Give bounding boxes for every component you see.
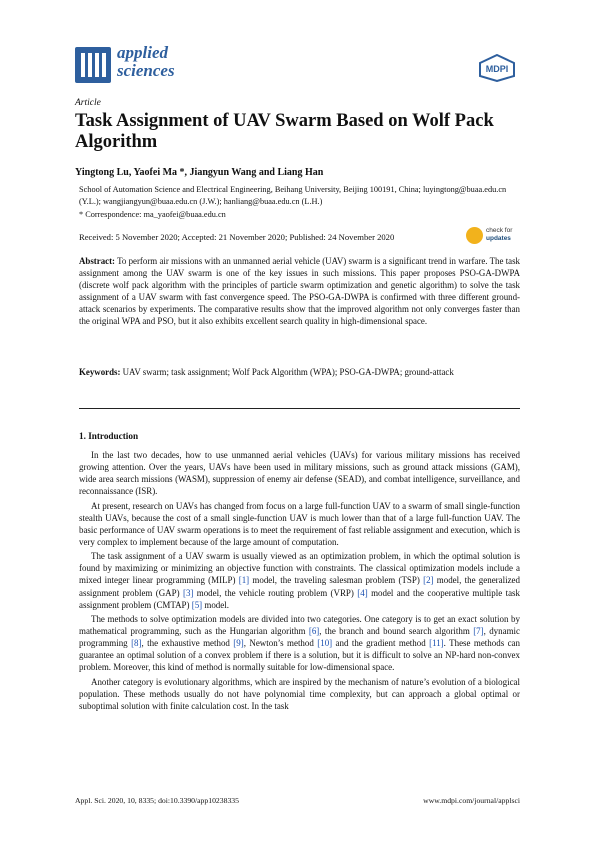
keywords <box>79 366 520 378</box>
article-type: Article <box>75 98 101 108</box>
correspondence: * Correspondence: ma_yaofei@buaa.edu.cn <box>79 209 226 219</box>
citation-link[interactable]: [1] <box>238 575 250 586</box>
paragraph-3: The task assignment of a UAV swarm is usually viewed as an optimization problem, in which the optimal solution is found by maximizing or minimizing an objective function with constraints. The classical optimization models include a mixed integer linear programming (MILP) [1] model, the traveling salesman problem (TSP) [2] model, the generalized assignment problem (GAP) [3] model, the vehicle routing problem (VRP) [4] model and the cooperative multiple task assignment problem (CMTAP) [5] model. <box>79 551 520 610</box>
citation-link[interactable]: [5] <box>191 599 203 610</box>
citation-link[interactable]: [8] <box>131 638 142 649</box>
journal-name-line1: applied <box>117 43 168 62</box>
paragraph-4: The methods to solve optimization models are divided into two categories. One category is to get an exact solution by mathematical programming, such as the Hungarian algorithm [6], the branch and bound search algorithm [7], dynamic programming [8], the exhaustive method [9], Newton’s method [10] and the gradient method [11]. These methods can guarantee an optimal solution of a convex problem if there is a solution, but it is difficult to solve an NP-hard non-convex problem. Moreover, this kind of method is normally suitable for low-dimensional space. <box>79 614 520 673</box>
abstract-label: Abstract: <box>79 256 115 266</box>
affiliation-block <box>79 184 519 221</box>
journal-logo-icon <box>75 47 111 83</box>
citation-link[interactable]: [2] <box>423 575 434 586</box>
affiliation: School of Automation Science and Electrical Engineering, Beihang University, Beijing 100191, China; luyingtong@buaa.edu.cn (Y.L.); wangjiangyun@buaa.edu.cn (J.W.); hanliang@buaa.edu.cn (L.H.) <box>79 185 507 207</box>
citation-link[interactable]: [7] <box>473 626 484 637</box>
section-divider <box>79 408 520 409</box>
mdpi-logo-icon <box>478 54 516 82</box>
paragraph-2: At present, research on UAVs has changed from focus on a large full-function UAV to a swarm of small single-function stealth UAVs, because the cost of a small single-function UAV is much lower than that of a large full-function UAV. The basic performance of UAV swarm operations is to meet the requirement of fast reliable assignment and execution, which is very complex to implement because of the large amount of computation. <box>79 500 520 547</box>
check-for-updates-button[interactable] <box>466 226 526 246</box>
citation-link[interactable]: [4] <box>357 587 368 598</box>
citation-link[interactable]: [10] <box>317 638 333 649</box>
journal-name-line2: sciences <box>117 61 175 80</box>
keywords-text: UAV swarm; task assignment; Wolf Pack Algorithm (WPA); PSO-GA-DWPA; ground-attack <box>122 367 454 377</box>
body-text <box>79 449 520 714</box>
citation-link[interactable]: [6] <box>308 626 320 637</box>
check-updates-line1: check for <box>486 227 513 234</box>
check-updates-line2: updates <box>486 234 511 242</box>
keywords-label: Keywords: <box>79 367 121 377</box>
citation-link[interactable]: [11] <box>429 638 444 649</box>
abstract-text: To perform air missions with an unmanned aerial vehicle (UAV) swarm is a significant trend in warfare. The task assignment among the UAV swarm is one of the key issues in such missions. This paper proposes PSO-GA-DWPA (discrete wolf pack algorithm with the principles of particle swarm optimization and genetic algorithm) to solve the task assignment of a UAV swarm with fast convergence speed. The PSO-GA-DWPA is confirmed with three different ground-attack scenarios by experiments. The comparative results show that the improved algorithm not only converges faster than the original WPA and PSO, but it also exhibits excellent search quality in high-dimensional space. <box>79 256 520 327</box>
publisher-name: MDPI <box>485 64 509 74</box>
paragraph-1: In the last two decades, how to use unmanned aerial vehicles (UAVs) for various military missions has received growing attention. Over the years, UAVs have been used in military missions, such as ground attack missions (GAM), wide area search missions (WASM), suppression of enemy air defense (SEAD), and combat intelligence, surveillance, and reconnaissance (ISR). <box>79 450 520 497</box>
citation-link[interactable]: [3] <box>182 587 194 598</box>
author-list: Yingtong Lu, Yaofei Ma *, Jiangyun Wang and Liang Han <box>75 167 324 178</box>
paragraph-5: Another category is evolutionary algorithms, which are inspired by the mechanism of nature’s evolution of a biological population. These methods usually do not have polynomial time complexity, but can approach a global optimal or suboptimal solution with finite calculation cost. In the task <box>79 676 520 711</box>
check-updates-icon <box>466 227 483 244</box>
abstract <box>79 255 520 328</box>
paper-title: Task Assignment of UAV Swarm Based on Wolf Pack Algorithm <box>75 111 494 152</box>
citation-link[interactable]: [9] <box>233 638 244 649</box>
journal-name <box>117 44 175 80</box>
footer-citation: Appl. Sci. 2020, 10, 8335; doi:10.3390/app10238335 <box>75 796 239 805</box>
publication-dates: Received: 5 November 2020; Accepted: 21 November 2020; Published: 24 November 2020 <box>79 232 395 242</box>
footer-url[interactable]: www.mdpi.com/journal/applsci <box>423 796 520 805</box>
section-heading: 1. Introduction <box>79 431 139 441</box>
